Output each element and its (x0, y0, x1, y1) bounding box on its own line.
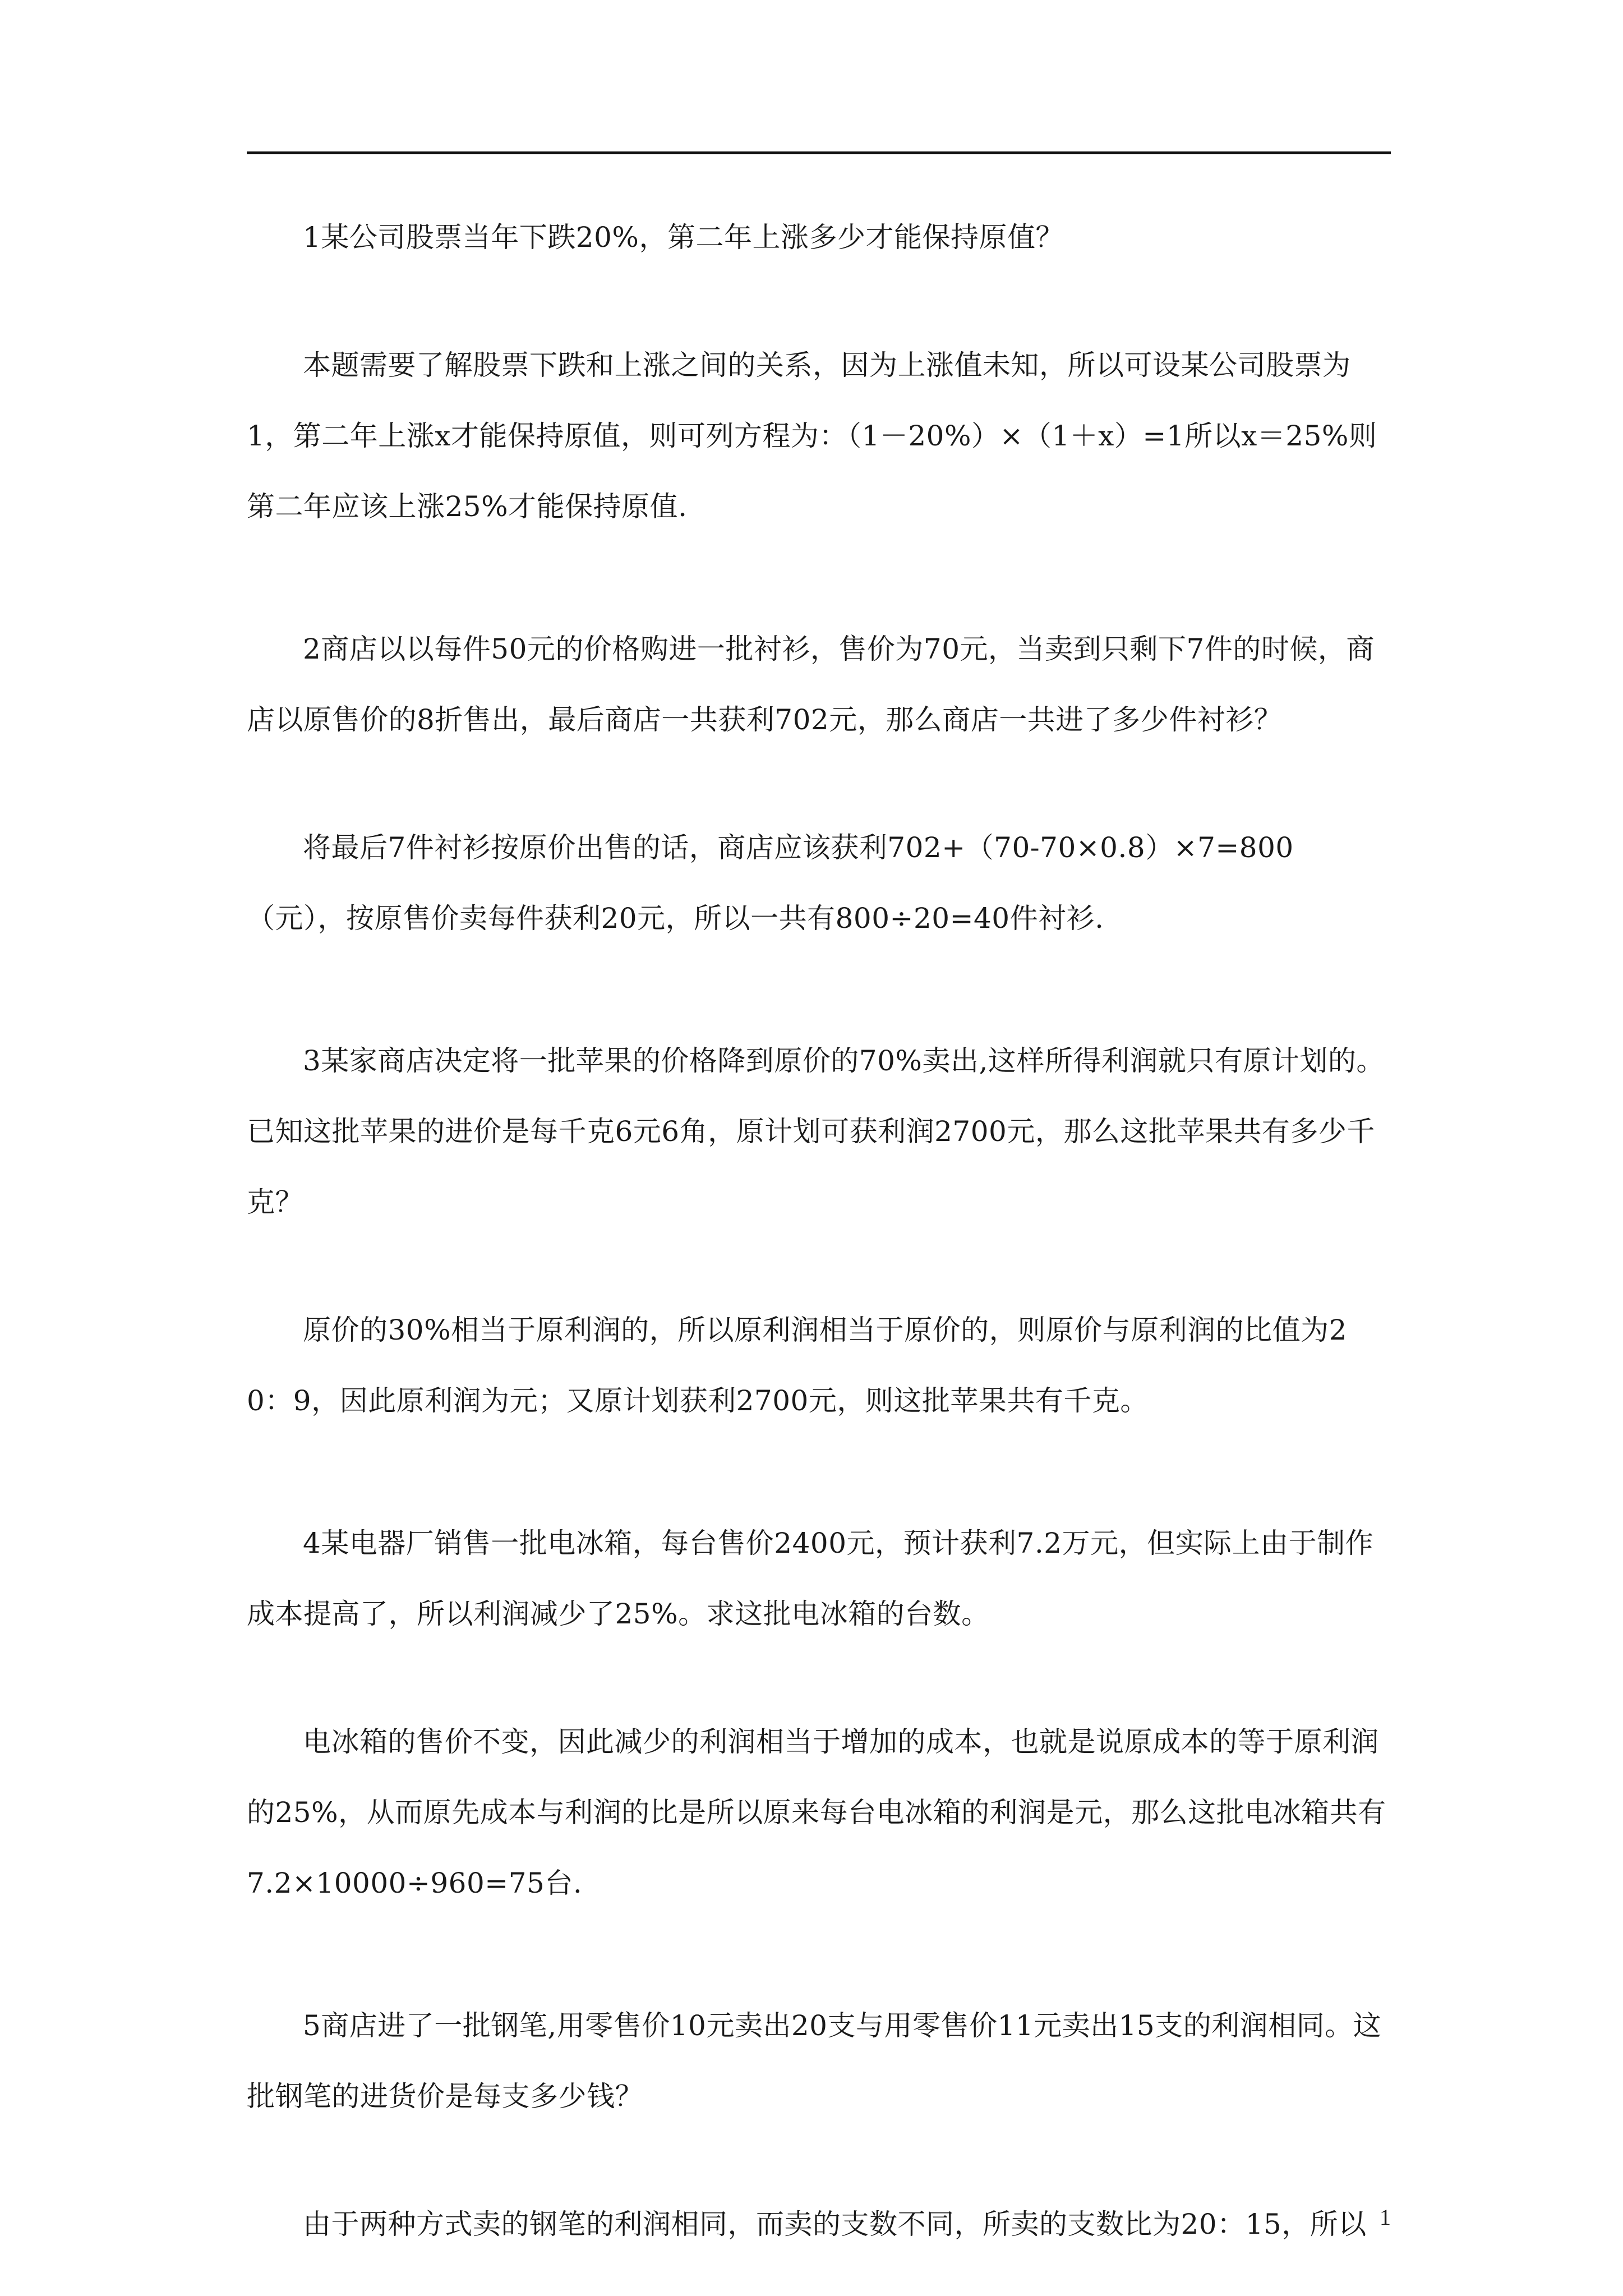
problem-3-answer: 原价的30%相当于原利润的，所以原利润相当于原价的，则原价与原利润的比值为20：9，因此原利润为元；又原计划获利2700元，则这批苹果共有千克。 (247, 1314, 1347, 1417)
problem-4-question: 4某电器厂销售一批电冰箱，每台售价2400元，预计获利7.2万元，但实际上由于制作成本提高了，所以利润减少了25%。求这批电冰箱的台数。 (247, 1527, 1374, 1630)
problem-4-answer: 电冰箱的售价不变，因此减少的利润相当于增加的成本，也就是说原成本的等于原利润的25%，从而原先成本与利润的比是所以原来每台电冰箱的利润是元，那么这批电冰箱共有7.2×10000÷960=75台. (247, 1726, 1386, 1899)
problem-2-answer: 将最后7件衬衫按原价出售的话，商店应该获利702+（70-70×0.8）×7=800（元），按原售价卖每件获利20元，所以一共有800÷20=40件衬衫. (247, 831, 1294, 935)
problem-5-answer: 由于两种方式卖的钢笔的利润相同，而卖的支数不同，所卖的支数比为20：15，所以 (303, 2208, 1367, 2240)
problem-5-question: 5商店进了一批钢笔,用零售价10元卖出20支与用零售价11元卖出15支的利润相同。这批钢笔的进货价是每支多少钱？ (247, 2009, 1382, 2113)
problem-3-question: 3某家商店决定将一批苹果的价格降到原价的70%卖出,这样所得利润就只有原计划的。已知这批苹果的进价是每千克6元6角，原计划可获利润2700元，那么这批苹果共有多少千克？ (247, 1045, 1385, 1218)
document-body (247, 202, 1391, 2260)
problem-1-question: 1某公司股票当年下跌20%，第二年上涨多少才能保持原值？ (303, 221, 1064, 254)
problem-1-answer: 本题需要了解股票下跌和上涨之间的关系，因为上涨值未知，所以可设某公司股票为1，第二年上涨x才能保持原值，则可列方程为：（1－20%）×（1＋x）=1所以x＝25%则第二年应该上涨25%才能保持原值. (247, 349, 1377, 523)
header-rule (247, 151, 1391, 154)
problem-2-question: 2商店以以每件50元的价格购进一批衬衫，售价为70元，当卖到只剩下7件的时候，商店以原售价的8折售出，最后商店一共获利702元，那么商店一共进了多少件衬衫？ (247, 633, 1375, 736)
page-number: 1 (1380, 2205, 1391, 2230)
